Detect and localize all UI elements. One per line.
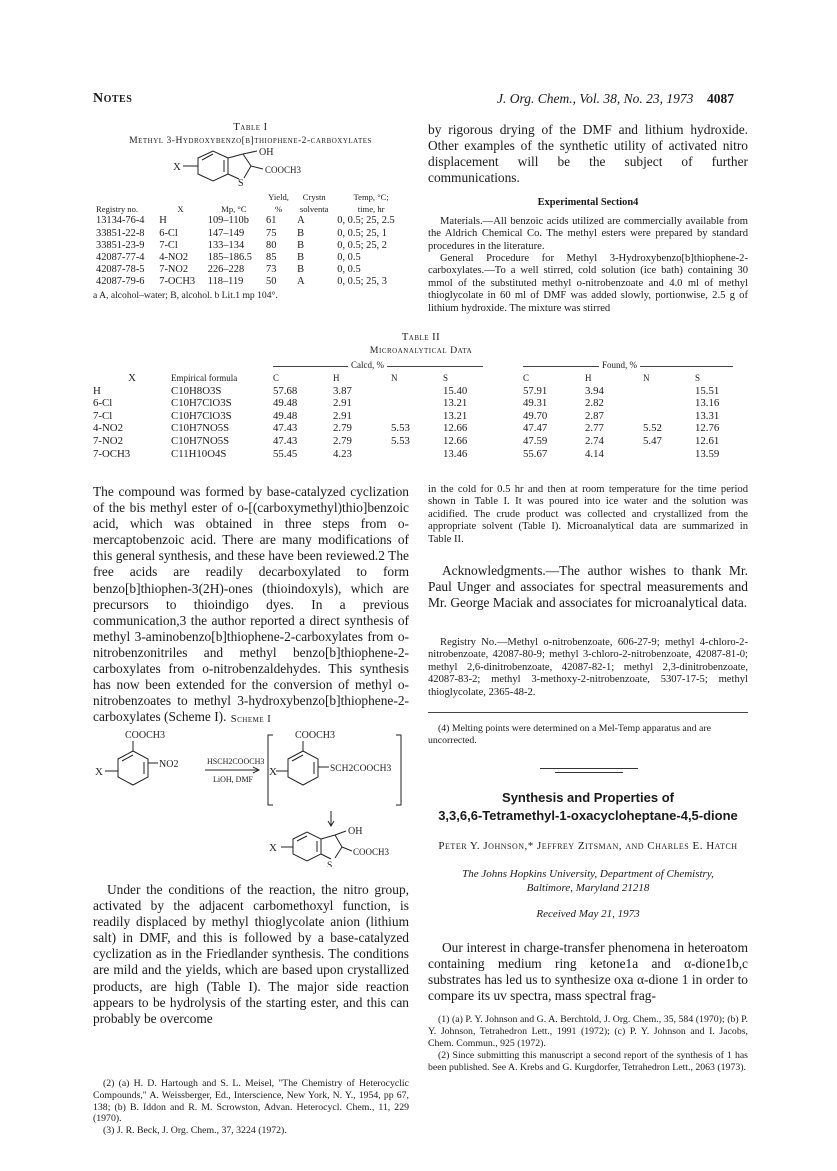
t1-cell: 50 xyxy=(266,276,277,288)
t2-cell: 47.59 xyxy=(523,434,548,447)
t2-cell: 15.40 xyxy=(443,384,468,397)
table-row xyxy=(93,397,749,410)
t2-col-header: C xyxy=(523,373,530,383)
t2-cell: 2.79 xyxy=(333,422,352,435)
t2-cell: 2.91 xyxy=(333,397,352,410)
scheme-x: X xyxy=(95,766,103,778)
table-2-title: Microanalytical Data xyxy=(369,345,473,356)
t2-cell: 7-NO2 xyxy=(93,434,123,447)
t2-cell: 7-Cl xyxy=(93,409,113,422)
materials-para: Materials.—All benzoic acids utilized are commercially available from the Aldrich Chemical Co. The methyl esters were prepared by standard procedures in the literature. xyxy=(428,216,748,252)
t2-cell: C11H10O4S xyxy=(171,447,227,460)
t1-cell: 13134-76-4 xyxy=(96,215,145,227)
table-row xyxy=(93,410,749,423)
t1-cell: 0, 0.5; 25, 2 xyxy=(337,239,387,251)
article-intro: Our interest in charge-transfer phenomena in heteroatom containing medium ring ketone1a and α-dione1b,c substrates has led us to synthesize oxa α-dione 1 in order to compare its uv spectra, mass spectral frag- xyxy=(428,940,748,1004)
article-separator-2 xyxy=(555,772,623,773)
scheme-product-ester: COOCH3 xyxy=(353,847,390,857)
table-row xyxy=(93,228,408,240)
t1-col-top xyxy=(205,191,263,203)
t1-cell: H xyxy=(159,215,167,227)
table-2-grid xyxy=(93,372,749,460)
t2-cell: 49.31 xyxy=(523,397,548,410)
running-head-section: Notes xyxy=(93,91,133,106)
table-2 xyxy=(93,332,749,460)
t2-cell: 13.31 xyxy=(695,409,720,422)
t1-col-top: Yield, xyxy=(268,192,289,202)
table-row xyxy=(93,448,749,461)
t1-cell: 109–110b xyxy=(207,215,249,227)
t2-cell: 4-NO2 xyxy=(93,422,123,435)
left-footnotes xyxy=(93,1078,409,1137)
t1-cell: 0, 0.5 xyxy=(337,264,361,276)
t2-cell xyxy=(391,397,443,410)
table-1-title: Methyl 3-Hydroxybenzo[b]thiophene-2-carboxylates xyxy=(129,135,372,146)
table-row xyxy=(93,252,408,264)
article2-footnotes xyxy=(428,1014,748,1074)
t2-cell: 4.14 xyxy=(585,447,604,460)
t1-cell: B xyxy=(297,264,305,276)
table-2-group-headers xyxy=(93,360,749,372)
t2-cell: 13.46 xyxy=(443,447,468,460)
table-row xyxy=(93,435,749,448)
t2-cell: 13.16 xyxy=(695,397,720,410)
t2-col-header: S xyxy=(443,373,449,383)
scheme-1-label: Scheme I xyxy=(230,714,272,725)
t1-col-header: time, hr xyxy=(357,204,385,215)
t1-col-header: Registry no. xyxy=(96,204,139,215)
t2-col-header: X xyxy=(128,372,136,384)
table-1-structure xyxy=(93,148,408,190)
t2-cell: 55.45 xyxy=(273,447,298,460)
t2-cell: 12.61 xyxy=(695,434,720,447)
t1-cell: A xyxy=(297,276,305,288)
t2-cell: 6-Cl xyxy=(93,397,113,410)
t2-cell: 47.43 xyxy=(273,422,298,435)
experimental-heading: Experimental Section4 xyxy=(537,197,639,208)
table-1-footnote: a A, alcohol–water; B, alcohol. b Lit.1 mp 104°. xyxy=(93,289,278,301)
footnote-rule xyxy=(428,712,748,713)
t1-cell: 0, 0.5; 25, 3 xyxy=(337,276,387,288)
structure-oh-label: OH xyxy=(259,148,274,158)
t2-cell: 2.87 xyxy=(585,409,604,422)
t2-cell: C10H7ClO3S xyxy=(171,397,232,410)
table-row xyxy=(93,385,749,398)
t2-cell: 5.47 xyxy=(643,434,662,447)
footnote-2: (2) (a) H. D. Hartough and S. L. Meisel, "The Chemistry of Heterocyclic Compounds," A. Weissberger, Ed., Interscience, New York, N. Y., 1954, pp 67, 138; (b) B. Iddon and R. M. Scrowston, Advan. Heterocycl. Chem., 11, 229 (1970). xyxy=(93,1078,409,1125)
t2-col-header: N xyxy=(391,373,398,383)
t2-cell: 12.66 xyxy=(443,434,468,447)
footnote-3: (3) J. R. Beck, J. Org. Chem., 37, 3224 (1972). xyxy=(103,1125,287,1137)
t2-cell: 3.94 xyxy=(585,384,604,397)
t2-cell: 47.47 xyxy=(523,422,548,435)
t2-col-header: H xyxy=(585,373,592,383)
t1-cell: 42087-79-6 xyxy=(96,276,145,288)
t2-cell xyxy=(643,385,695,398)
registry-numbers: Registry No.—Methyl o-nitrobenzoate, 606-27-9; methyl 4-chloro-2-nitrobenzoate, 42087-80-9; methyl 3-chloro-2-nitrobenzoate, 42087-81-0; methyl 2,6-dinitrobenzoate, 42087-82-1; methyl 2,3-dinitrobenzoate, 42087-83-2; methyl 3-methoxy-2-nitrobenzoate, 5307-17-5; methyl thioglycolate, 2365-48-2. xyxy=(428,637,748,698)
scheme-1 xyxy=(93,714,409,867)
t2-cell: 3.87 xyxy=(333,384,352,397)
t2-cell: 15.51 xyxy=(695,384,720,397)
t2-cell xyxy=(643,448,695,461)
t2-cell: 2.77 xyxy=(585,422,604,435)
t2-cell: 2.91 xyxy=(333,409,352,422)
t1-cell: 33851-22-8 xyxy=(96,227,145,239)
structure-ester-label: COOCH3 xyxy=(265,165,302,175)
scheme-reagent-top: HSCH2COOCH3 xyxy=(207,757,265,766)
t2-cell xyxy=(643,410,695,423)
t2-cell: 13.21 xyxy=(443,409,468,422)
t2-cell: 5.53 xyxy=(391,422,410,435)
t2-col-header: N xyxy=(643,373,650,383)
calcd-label: Calcd, % xyxy=(348,360,387,370)
scheme-1-diagram xyxy=(93,727,409,867)
affiliation-line-2: Baltimore, Maryland 21218 xyxy=(526,882,650,894)
t1-cell: B xyxy=(297,239,305,251)
t2-cell: 4.23 xyxy=(333,447,352,460)
t2-cell: C10H7ClO3S xyxy=(171,409,232,422)
t1-col-top: Crystn xyxy=(302,192,326,202)
scheme-start-ester: COOCH3 xyxy=(125,730,166,741)
t1-cell: 147–149 xyxy=(207,227,245,239)
t2-cell: C10H8O3S xyxy=(171,384,222,397)
t1-cell: 75 xyxy=(266,227,277,239)
t1-cell: 0, 0.5; 25, 1 xyxy=(337,227,387,239)
t2-cell: 2.79 xyxy=(333,434,352,447)
footnote-4: (4) Melting points were determined on a Mel-Temp apparatus and are uncorrected. xyxy=(428,723,711,746)
t2-cell: 49.70 xyxy=(523,409,548,422)
t2-cell xyxy=(391,410,443,423)
right-intro-para: by rigorous drying of the DMF and lithium hydroxide. Other examples of the synthetic utility of activated nitro displacement will be the subject of further communications. xyxy=(428,122,748,186)
t1-cell: 133–134 xyxy=(207,239,245,251)
running-head-journal: J. Org. Chem., Vol. 38, No. 23, 1973 xyxy=(497,91,694,106)
article-authors: Peter Y. Johnson,* Jeffrey Zitsman, and Charles E. Hatch xyxy=(438,840,738,852)
t2-col-header: Empirical formula xyxy=(171,373,238,383)
t1-cell: 7-OCH3 xyxy=(159,276,196,288)
acknowledgments: Acknowledgments.—The author wishes to thank Mr. Paul Unger and associates for spectral measurements and Mr. George Maciak and associates for microanalytical data. xyxy=(428,563,748,611)
table-1-grid xyxy=(93,191,408,289)
table-1-label: Table I xyxy=(233,122,268,133)
t2-cell: C10H7NO5S xyxy=(171,434,230,447)
t1-cell: 73 xyxy=(266,264,277,276)
affiliation-line-1: The Johns Hopkins University, Department of Chemistry, xyxy=(462,868,714,880)
scheme-mid-ester: COOCH3 xyxy=(295,730,336,741)
t2-cell: 49.48 xyxy=(273,409,298,422)
footnote-2b: (2) Since submitting this manuscript a second report of the synthesis of 1 has been published. See A. Krebs and G. Kurgdorfer, Tetrahedron Lett., 2063 (1973). xyxy=(428,1050,748,1074)
t1-col-header: Mp, °C xyxy=(221,204,247,215)
t2-cell: 57.91 xyxy=(523,384,548,397)
general-procedure-para: General Procedure for Methyl 3-Hydroxybenzo[b]thiophene-2-carboxylates.—To a well stirred, cold solution (ice bath) containing 30 mmol of the substituted methyl o-nitrobenzoate and 4.0 ml of methyl thioglycolate in 60 ml of DMF was added slowly, portionwise, 2.5 g of lithium hydroxide. The mixture was stirred xyxy=(428,253,748,314)
t2-cell: 57.68 xyxy=(273,384,298,397)
t1-cell: 42087-78-5 xyxy=(96,264,145,276)
t1-cell: 226–228 xyxy=(207,264,245,276)
t1-col-header: % xyxy=(274,204,283,215)
t2-cell: 2.74 xyxy=(585,434,604,447)
t1-cell: 4-NO2 xyxy=(159,252,189,264)
article-title-1: Synthesis and Properties of xyxy=(502,790,674,805)
structure-s-label: S xyxy=(238,178,244,189)
t1-cell: 33851-23-9 xyxy=(96,239,145,251)
t1-cell: 7-Cl xyxy=(159,239,178,251)
t2-cell: 12.66 xyxy=(443,422,468,435)
t2-cell: 5.52 xyxy=(643,422,662,435)
t1-cell: 185–186.5 xyxy=(207,252,252,264)
found-label: Found, % xyxy=(599,360,640,370)
t2-col-header: C xyxy=(273,373,280,383)
structure-x-label: X xyxy=(173,161,181,173)
t2-cell: 13.21 xyxy=(443,397,468,410)
t2-col-header: S xyxy=(695,373,701,383)
t1-cell: 118–119 xyxy=(207,276,244,288)
t1-cell: B xyxy=(297,227,305,239)
table-2-label: Table II xyxy=(401,332,441,343)
table-row xyxy=(93,276,408,288)
article-separator-1 xyxy=(540,768,638,769)
article-title-2: 3,3,6,6-Tetramethyl-1-oxacycloheptane-4,5-dione xyxy=(438,808,738,823)
t1-col-header: X xyxy=(177,204,184,215)
table-row xyxy=(93,215,408,227)
t2-cell xyxy=(643,397,695,410)
t1-cell: 61 xyxy=(266,215,277,227)
procedure-continued: in the cold for 0.5 hr and then at room temperature for the time period shown in Table I. It was poured into ice water and the solution was acidified. The crude product was collected and crystallized from the appropriate solvent (Table I). Microanalytical data are summarized in Table II. xyxy=(428,484,748,545)
t2-cell: 5.53 xyxy=(391,434,410,447)
t1-col-top xyxy=(156,191,205,203)
t2-cell: 2.82 xyxy=(585,397,604,410)
t1-cell: 7-NO2 xyxy=(159,264,189,276)
t1-col-top xyxy=(93,191,156,203)
t1-cell: 85 xyxy=(266,252,277,264)
t2-cell: C10H7NO5S xyxy=(171,422,230,435)
t1-cell: 0, 0.5 xyxy=(337,252,361,264)
table-row xyxy=(93,240,408,252)
scheme-product-s: S xyxy=(327,861,333,867)
t2-cell: 49.48 xyxy=(273,397,298,410)
t2-cell: 55.67 xyxy=(523,447,548,460)
t1-cell: 80 xyxy=(266,239,277,251)
scheme-product-oh: OH xyxy=(348,826,363,837)
t2-cell xyxy=(391,448,443,461)
t1-cell: 6-Cl xyxy=(159,227,178,239)
t2-cell xyxy=(391,385,443,398)
t1-cell: B xyxy=(297,252,305,264)
scheme-reagent-bottom: LiOH, DMF xyxy=(213,775,254,784)
t2-cell: 12.76 xyxy=(695,422,720,435)
t1-cell: 42087-77-4 xyxy=(96,252,145,264)
table-1 xyxy=(93,122,408,301)
left-para-2: Under the conditions of the reaction, the nitro group, activated by the adjacent carbomethoxyl function, is readily displaced by methyl thioglycolate anion (lithium salt) in DMF, and this is followed by a base-catalyzed cyclization as in the Friedlander synthesis. The conditions are mild and the yields, which are based upon crystallized products, are high (Table I). The major side reaction appears to be hydrolysis of the starting ester, and this can probably be overcome xyxy=(93,882,409,1026)
t2-col-header: H xyxy=(333,373,340,383)
t2-cell: 7-OCH3 xyxy=(93,447,131,460)
t1-col-header: solventa xyxy=(299,204,329,215)
scheme-mid-thio: SCH2COOCH3 xyxy=(330,764,392,774)
page-number: 4087 xyxy=(707,91,734,106)
left-para-1: The compound was formed by base-catalyzed cyclization of the bis methyl ester of o-[(carboxymethyl)thio]benzoic acid, which was obtained in three steps from o-mercaptobenzoic acid. There are many modifications of this general synthesis, and these have been reviewed.2 The free acids are readily decarboxylated to form benzo[b]thiophen-3(2H)-ones (thioindoxyls), which are precursors to thioindigo dyes. In a previous communication,3 the author reported a direct synthesis of methyl 3-aminobenzo[b]thiophene-2-carboxylates from o-nitrobenzonitriles and methyl benzo[b]thiophene-2-carboxylates from o-nitrobenzaldehydes. This synthesis has now been extended for the conversion of methyl o-nitrobenzoates to methyl 3-hydroxybenzo[b]thiophene-2-carboxylates (Scheme I). xyxy=(93,484,409,725)
t2-cell: 47.43 xyxy=(273,434,298,447)
table-row xyxy=(93,422,749,435)
t1-col-top: Temp, °C; xyxy=(353,192,389,202)
t1-cell: 0, 0.5; 25, 2.5 xyxy=(337,215,395,227)
scheme-no2: NO2 xyxy=(159,759,179,770)
footnote-1: (1) (a) P. Y. Johnson and G. A. Berchtold, J. Org. Chem., 35, 584 (1970); (b) P. Y. Johnson, Tetrahedron Lett., 1991 (1972); (c) P. Y. Johnson and I. Jacobs, Chem. Commun., 925 (1972). xyxy=(428,1014,748,1049)
scheme-mid-x: X xyxy=(269,766,277,778)
received-date: Received May 21, 1973 xyxy=(536,908,640,920)
t2-cell: 13.59 xyxy=(695,447,720,460)
scheme-product-x: X xyxy=(269,842,277,854)
t2-cell: H xyxy=(93,384,101,397)
table-row xyxy=(93,264,408,276)
t1-cell: A xyxy=(297,215,305,227)
